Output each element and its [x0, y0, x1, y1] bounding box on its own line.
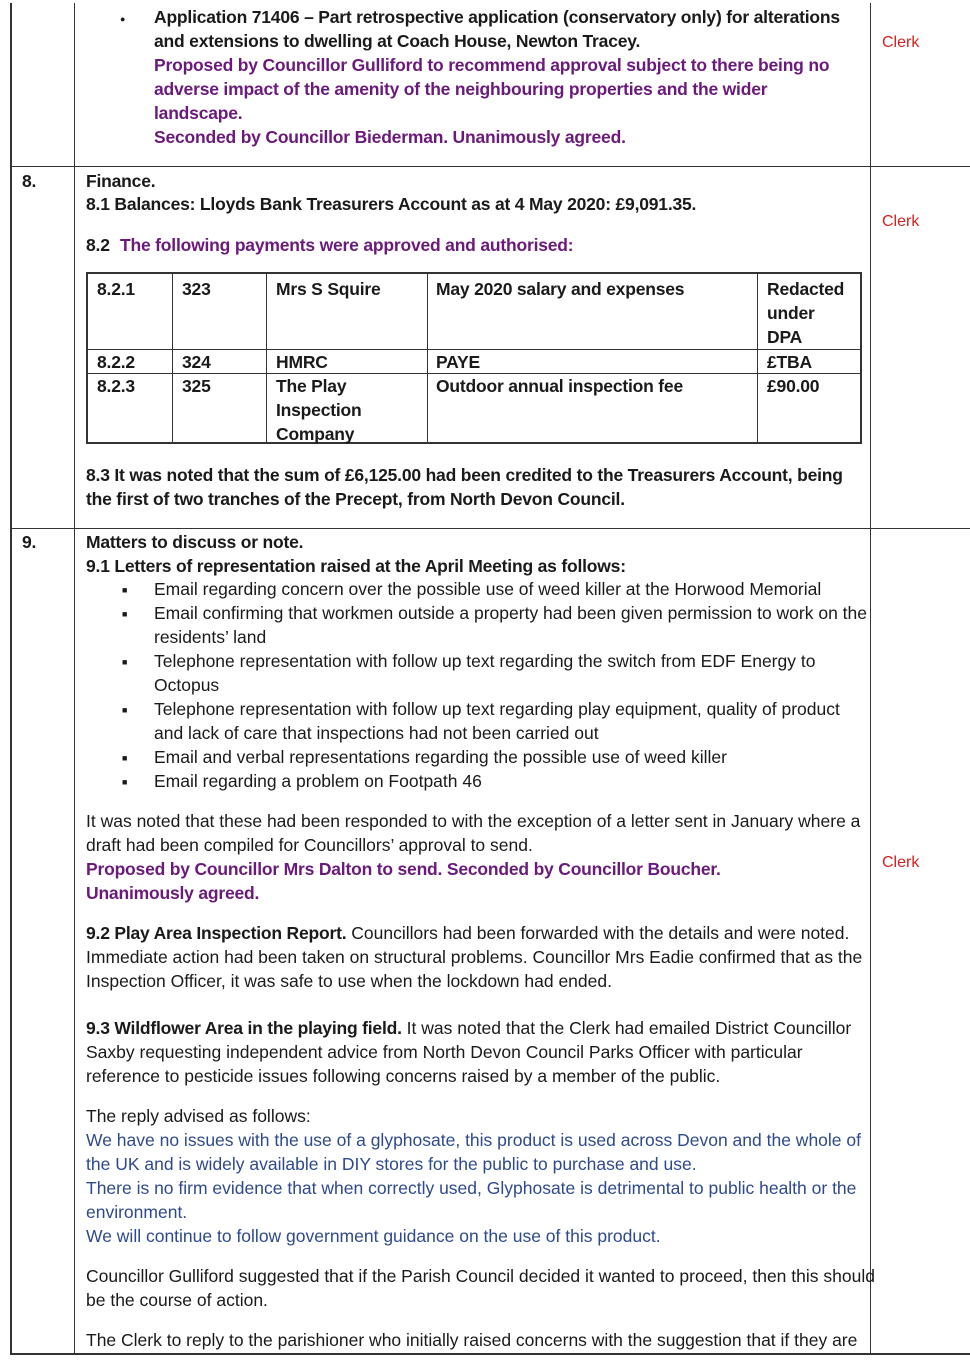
bullet-icon: ■: [122, 609, 128, 619]
payment-ref: 8.2.3: [97, 376, 135, 396]
letter-item: Email confirming that workmen outside a property had been given permission to work on the: [154, 603, 868, 623]
letter-item: Octopus: [154, 675, 220, 695]
play-area-text: Councillors had been forwarded with the details and were noted.: [351, 923, 850, 943]
application-text: and extensions to dwelling at Coach House, Newton Tracey.: [154, 31, 641, 51]
reply-quote: We will continue to follow government guidance on the use of this product.: [86, 1226, 661, 1246]
bullet-icon: ■: [122, 777, 128, 787]
item-number: 8.: [22, 171, 37, 191]
payment-ref: 8.2.2: [97, 352, 135, 372]
column-divider: [870, 3, 871, 1353]
play-area-text: Inspection Officer, it was safe to use when the lockdown had ended.: [86, 971, 612, 991]
play-area-paragraph: [86, 921, 849, 945]
payment-payee: Mrs S Squire: [276, 279, 381, 299]
letter-item: Email regarding a problem on Footpath 46: [154, 771, 482, 791]
payment-payee: The Play: [276, 376, 347, 396]
seconded-text: Seconded by Councillor Biederman. Unanimously agreed.: [154, 127, 626, 147]
payment-cheque: 325: [182, 376, 211, 396]
table-column-line: [172, 274, 173, 442]
letters-heading: 9.1 Letters of representation raised at the April Meeting as follows:: [86, 556, 626, 576]
payment-description: Outdoor annual inspection fee: [436, 376, 683, 396]
noted-text: It was noted that these had been responded to with the exception of a letter sent in January where a: [86, 811, 861, 831]
wildflower-title: 9.3 Wildflower Area in the playing field.: [86, 1018, 402, 1038]
action-clerk: Clerk: [882, 34, 920, 51]
wildflower-text: reference to pesticide issues following concerns raised by a member of the public.: [86, 1066, 721, 1086]
payment-amount: £90.00: [767, 376, 820, 396]
reply-quote: the UK and is widely available in DIY stores for the public to purchase and use.: [86, 1154, 697, 1174]
payment-description: May 2020 salary and expenses: [436, 279, 685, 299]
clerk-reply-text: The Clerk to reply to the parishioner who initially raised concerns with the suggestion that if they are: [86, 1330, 858, 1350]
bullet-icon: ■: [122, 753, 128, 763]
proposed-text: Proposed by Councillor Mrs Dalton to send. Seconded by Councillor Boucher.: [86, 859, 721, 879]
gulliford-text: Councillor Gulliford suggested that if the Parish Council decided it wanted to proceed, then this should: [86, 1266, 875, 1286]
precept-note: 8.3 It was noted that the sum of £6,125.00 had been credited to the Treasurers Account, being: [86, 465, 843, 485]
table-column-line: [427, 274, 428, 442]
payments-number: 8.2: [86, 235, 110, 255]
precept-note: the first of two tranches of the Precept, from North Devon Council.: [86, 489, 625, 509]
minutes-table: [10, 3, 970, 1355]
reply-intro: The reply advised as follows:: [86, 1106, 311, 1126]
row-divider: [12, 166, 970, 167]
payments-heading: The following payments were approved and authorised:: [120, 235, 574, 255]
noted-text: draft had been compiled for Councillors’ approval to send.: [86, 835, 533, 855]
bullet-icon: ■: [122, 705, 128, 715]
payments-table: [86, 272, 862, 444]
action-clerk: Clerk: [882, 854, 920, 871]
payment-description: PAYE: [436, 352, 480, 372]
payment-amount: £TBA: [767, 352, 812, 372]
bullet-icon: ●: [120, 14, 126, 24]
table-column-line: [266, 274, 267, 442]
letter-item: Email regarding concern over the possible use of weed killer at the Horwood Memorial: [154, 579, 822, 599]
payment-amount: DPA: [767, 327, 803, 347]
bullet-icon: ■: [122, 657, 128, 667]
item-heading: Finance.: [86, 171, 156, 191]
letter-item: Telephone representation with follow up text regarding the switch from EDF Energy to: [154, 651, 816, 671]
proposal-text: Proposed by Councillor Gulliford to recommend approval subject to there being no: [154, 55, 830, 75]
payment-amount: Redacted: [767, 279, 845, 299]
payment-ref: 8.2.1: [97, 279, 135, 299]
payment-payee: Inspection: [276, 400, 362, 420]
wildflower-text: Saxby requesting independent advice from North Devon Council Parks Officer with particular: [86, 1042, 803, 1062]
proposed-text: Unanimously agreed.: [86, 883, 260, 903]
payment-payee: HMRC: [276, 352, 328, 372]
table-column-line: [757, 274, 758, 442]
reply-quote: There is no firm evidence that when correctly used, Glyphosate is detrimental to public health or the: [86, 1178, 857, 1198]
application-text: Application 71406 – Part retrospective application (conservatory only) for alterations: [154, 7, 840, 27]
gulliford-text: be the course of action.: [86, 1290, 268, 1310]
letter-item: Email and verbal representations regarding the possible use of weed killer: [154, 747, 727, 767]
item-number: 9.: [22, 532, 37, 552]
balances-text: 8.1 Balances: Lloyds Bank Treasurers Account as at 4 May 2020: £9,091.35.: [86, 194, 697, 214]
payment-cheque: 324: [182, 352, 211, 372]
reply-quote: We have no issues with the use of a glyphosate, this product is used across Devon and the whole of: [86, 1130, 861, 1150]
action-clerk: Clerk: [882, 213, 920, 230]
proposal-text: landscape.: [154, 103, 243, 123]
payment-payee: Company: [276, 424, 355, 444]
bullet-icon: ■: [122, 585, 128, 595]
wildflower-text: It was noted that the Clerk had emailed District Councillor: [406, 1018, 852, 1038]
letter-item: Telephone representation with follow up text regarding play equipment, quality of product: [154, 699, 840, 719]
wildflower-paragraph: [86, 1016, 851, 1040]
letter-item: and lack of care that inspections had not been carried out: [154, 723, 599, 743]
payment-amount: under: [767, 303, 815, 323]
letter-item: residents’ land: [154, 627, 267, 647]
play-area-text: Immediate action had been taken on structural problems. Councillor Mrs Eadie confirmed that as the: [86, 947, 863, 967]
play-area-title: 9.2 Play Area Inspection Report.: [86, 923, 347, 943]
item-heading: Matters to discuss or note.: [86, 532, 304, 552]
proposal-text: adverse impact of the amenity of the neighbouring properties and the wider: [154, 79, 768, 99]
column-divider: [74, 3, 75, 1353]
reply-quote: environment.: [86, 1202, 188, 1222]
row-divider: [12, 528, 970, 529]
payment-cheque: 323: [182, 279, 211, 299]
